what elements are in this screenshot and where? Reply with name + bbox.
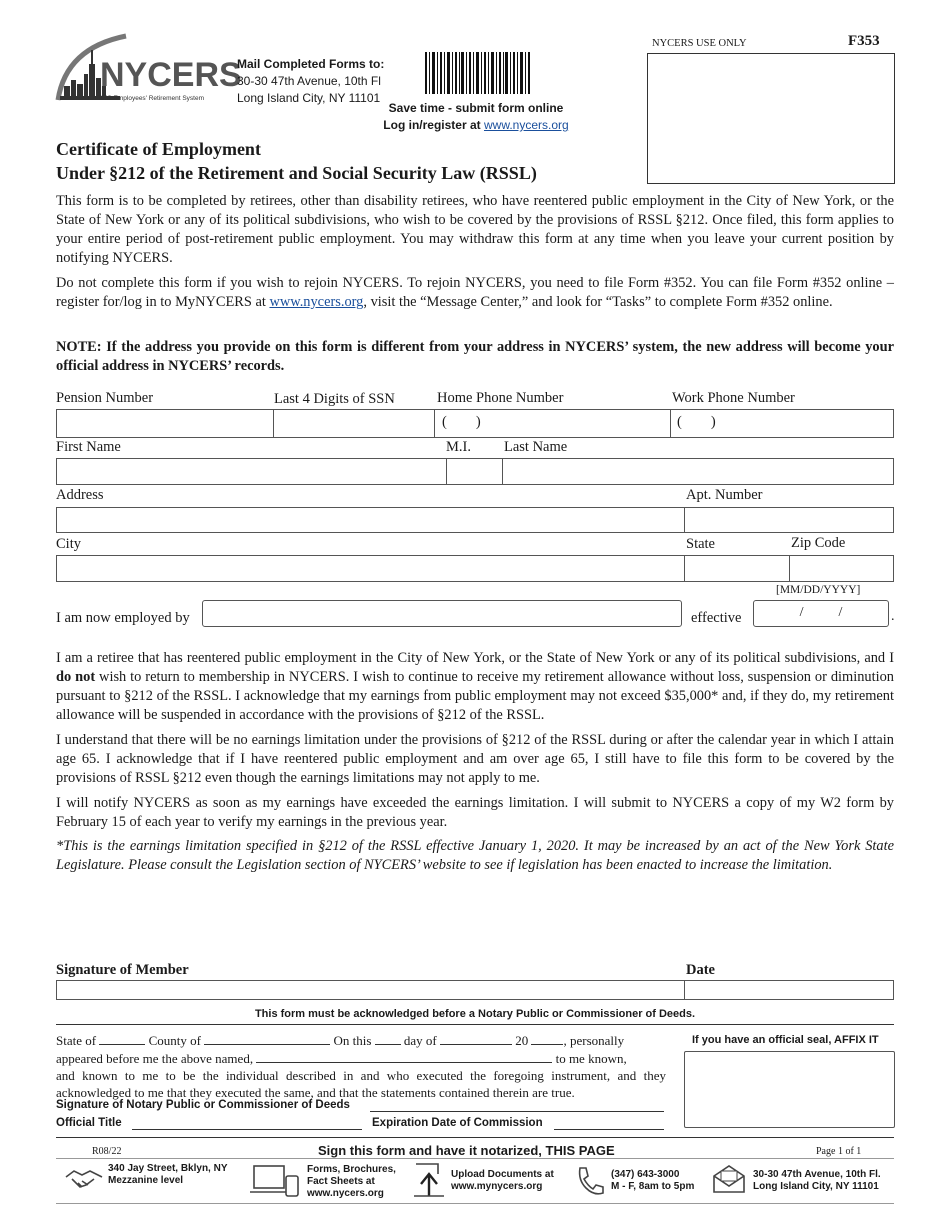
revision-code: R08/22: [92, 1146, 122, 1157]
form-title: [56, 137, 537, 185]
last-name-label: Last Name: [504, 439, 568, 455]
first-name-input[interactable]: [56, 458, 446, 485]
phone-line2: M - F, 8am to 5pm: [611, 1181, 695, 1192]
work-phone-input[interactable]: ( ): [677, 414, 716, 430]
page-number: Page 1 of 1: [816, 1146, 862, 1157]
notary-year-input[interactable]: [531, 1031, 563, 1045]
notary-named-person-input[interactable]: [256, 1049, 552, 1063]
appeared-label: appeared before me the above named,: [56, 1051, 254, 1066]
pension-number-input[interactable]: [56, 409, 274, 438]
city-input[interactable]: [56, 555, 684, 582]
intro-paragraph-1: This form is to be completed by retirees, other than disability retirees, who have reentered public employment in the City of New York, or the State of New York or any of its political subdivisions, who wish to be covered by the provisions of RSSL §212. Once filed, this form applies to your entire period of post-retirement public employment. You may withdraw this form at any time when you leave your current position by notifying NYCERS.: [56, 193, 894, 266]
mail-to-line1: 30-30 47th Avenue, 10th Fl: [237, 74, 381, 88]
body-p1-text-b: wish to return to membership in NYCERS. I wish to continue to receive my retirement allowance without loss, suspension or diminution pursuant to §212 of the RSSL. I acknowledge that my earnings from public employment may not exceed $35,000* and, if they do, my retirement allowance will be suspended in accordance with the provisions of §212 of the RSSL.: [56, 669, 894, 723]
notary-signature-input[interactable]: [370, 1111, 664, 1112]
walkin-info: [108, 1163, 228, 1187]
walkin-line1: 340 Jay Street, Bklyn, NY: [108, 1163, 228, 1174]
mail-info: [753, 1169, 881, 1193]
intro-p2-text-b: , visit the “Message Center,” and look for “Tasks” to complete Form #352 online.: [363, 294, 833, 310]
upload-icon: [412, 1162, 446, 1203]
state-label: State: [686, 536, 715, 552]
expiration-date-input[interactable]: [554, 1129, 664, 1130]
employer-input[interactable]: [202, 600, 682, 627]
divider: [670, 409, 671, 438]
home-phone-label: Home Phone Number: [437, 390, 564, 406]
official-title-label: Official Title: [56, 1117, 122, 1129]
address-input[interactable]: [56, 507, 684, 533]
body-p1-bold: do not: [56, 669, 96, 685]
notary-state-input[interactable]: [99, 1031, 145, 1045]
personally-label: , personally: [563, 1033, 625, 1048]
sign-notice: Sign this form and have it notarized, THIS PAGE: [318, 1143, 615, 1158]
forms-line3[interactable]: www.nycers.org: [307, 1188, 384, 1199]
phone-info: [611, 1169, 694, 1193]
zip-code-label: Zip Code: [791, 535, 846, 551]
signature-date-label: Date: [686, 962, 715, 978]
address-label: Address: [56, 487, 104, 503]
bottom-rule: [56, 1137, 894, 1138]
state-input[interactable]: [685, 555, 789, 582]
walkin-line2: Mezzanine level: [108, 1175, 184, 1186]
trailing-period: .: [891, 609, 895, 624]
form-title-line1: Certificate of Employment: [56, 139, 261, 159]
year-prefix: 20: [515, 1033, 529, 1048]
nycers-use-only-box: [647, 53, 895, 184]
last-name-input[interactable]: [503, 458, 893, 485]
forms-info: [307, 1164, 396, 1200]
nycers-website-link[interactable]: www.nycers.org: [483, 118, 569, 132]
mi-label: M.I.: [446, 439, 471, 455]
body-paragraph-1: [56, 649, 894, 725]
phone-line1[interactable]: (347) 643-3000: [611, 1169, 680, 1180]
notary-seal-box[interactable]: [684, 1051, 895, 1128]
notary-text-block: [56, 1031, 666, 1101]
logo-wordmark: NYCERS: [100, 56, 242, 94]
seal-instruction: If you have an official seal, AFFIX IT: [692, 1034, 879, 1046]
work-phone-label: Work Phone Number: [672, 390, 795, 406]
expiration-label: Expiration Date of Commission: [372, 1117, 543, 1129]
notary-signature-label: Signature of Notary Public or Commissioner of Deeds: [56, 1099, 350, 1111]
footer-mail-line2: Long Island City, NY 11101: [753, 1181, 879, 1192]
online-submit-prefix: Log in/register at: [383, 118, 484, 132]
nycers-use-only-label: NYCERS USE ONLY: [652, 38, 747, 49]
county-of-label: County of: [148, 1033, 201, 1048]
employed-by-label: I am now employed by: [56, 610, 190, 626]
signature-date-input[interactable]: [685, 980, 893, 1000]
envelope-icon: [712, 1164, 746, 1199]
mail-to-block: [237, 56, 384, 107]
body-paragraph-2: I understand that there will be no earnings limitation under the provisions of §212 of the RSSL during or after the calendar year in which I attain age 65. I acknowledge that if I have reentered public employment and am over age 65, I still have to file this form to be covered by the provisions of RSSL §212 even though the earnings limitations may not apply to me.: [56, 732, 894, 786]
online-submit-line1: Save time - submit form online: [388, 101, 564, 115]
intro-p2-text-a: Do not complete this form if you wish to rejoin NYCERS. To rejoin NYCERS, you need to file Form #352. You can file Form #352 online – register for/log in to MyNYCERS at: [56, 275, 894, 310]
city-label: City: [56, 536, 81, 552]
pension-number-label: Pension Number: [56, 390, 154, 406]
forms-line2: Fact Sheets at: [307, 1176, 375, 1187]
address-note: NOTE: If the address you provide on this form is different from your address in NYCERS’ system, the new address will become your official address in NYCERS’ records.: [56, 339, 894, 374]
footer-bottom-rule: [56, 1203, 894, 1204]
footer-top-rule: [56, 1158, 894, 1159]
notary-statement: and known to me to be the individual described in and who executed the foregoing instrument, and they acknowledged to me that they executed the same, and that the statements contained therein are true.: [56, 1068, 666, 1100]
notary-day-input[interactable]: [375, 1031, 401, 1045]
body-p1-text-a: I am a retiree that has reentered public employment in the City of New York, or the State of New York or any of its political subdivisions, and I: [56, 650, 894, 666]
intro-nycers-link[interactable]: www.nycers.org: [269, 294, 364, 310]
zip-code-input[interactable]: [790, 555, 893, 582]
form-id: F353: [848, 33, 880, 49]
divider: [434, 409, 435, 438]
forms-line1: Forms, Brochures,: [307, 1164, 396, 1175]
official-title-input[interactable]: [132, 1129, 362, 1130]
upload-info: [451, 1169, 554, 1193]
effective-date-input[interactable]: / /: [753, 600, 889, 627]
barcode: [425, 52, 531, 94]
notary-county-input[interactable]: [204, 1031, 330, 1045]
date-format-hint: [MM/DD/YYYY]: [776, 584, 861, 596]
footer-mail-line1: 30-30 47th Avenue, 10th Fl.: [753, 1169, 881, 1180]
notary-notice: This form must be acknowledged before a Notary Public or Commissioner of Deeds.: [254, 1008, 696, 1020]
apt-number-label: Apt. Number: [686, 487, 763, 503]
effective-label: effective: [691, 610, 742, 626]
first-name-label: First Name: [56, 439, 121, 455]
nycers-logo: [56, 28, 242, 104]
apt-number-input[interactable]: [685, 507, 893, 533]
day-of-label: day of: [403, 1033, 437, 1048]
member-signature-input[interactable]: [56, 980, 684, 1000]
handshake-icon: [64, 1163, 104, 1198]
notary-month-input[interactable]: [440, 1031, 512, 1045]
intro-paragraph-2: [56, 274, 894, 312]
state-of-label: State of: [56, 1033, 97, 1048]
home-phone-input[interactable]: ( ): [442, 414, 481, 430]
devices-icon: [250, 1164, 302, 1203]
to-me-known-label: to me known,: [555, 1051, 627, 1066]
mi-input[interactable]: [447, 458, 502, 485]
notary-section-rule: [56, 1024, 894, 1025]
earnings-footnote: *This is the earnings limitation specified in §212 of the RSSL effective January 1, 2020. It may be increased by an act of the New York State Legislature. Please consult the Legislation section of NYCERS’ website to see if legislation has been enacted to increase the limitation.: [56, 838, 894, 873]
ssn-input[interactable]: [274, 409, 434, 438]
on-this-label: On this: [333, 1033, 372, 1048]
member-signature-label: Signature of Member: [56, 962, 189, 978]
upload-line2[interactable]: www.mynycers.org: [451, 1181, 543, 1192]
phone-icon: [574, 1164, 604, 1203]
online-submit-block: [376, 100, 576, 134]
ssn-label: Last 4 Digits of SSN: [274, 391, 395, 407]
logo-subtext: NYC Employees' Retirement System: [98, 95, 204, 102]
body-paragraph-3: I will notify NYCERS as soon as my earnings have exceeded the earnings limitation. I will submit to NYCERS a copy of my W2 form by February 15 of each year to verify my earnings in the previous year.: [56, 795, 894, 830]
upload-line1: Upload Documents at: [451, 1169, 554, 1180]
form-title-line2: Under §212 of the Retirement and Social Security Law (RSSL): [56, 163, 537, 183]
mail-to-label: Mail Completed Forms to:: [237, 57, 385, 71]
mail-to-line2: Long Island City, NY 11101: [237, 91, 381, 105]
